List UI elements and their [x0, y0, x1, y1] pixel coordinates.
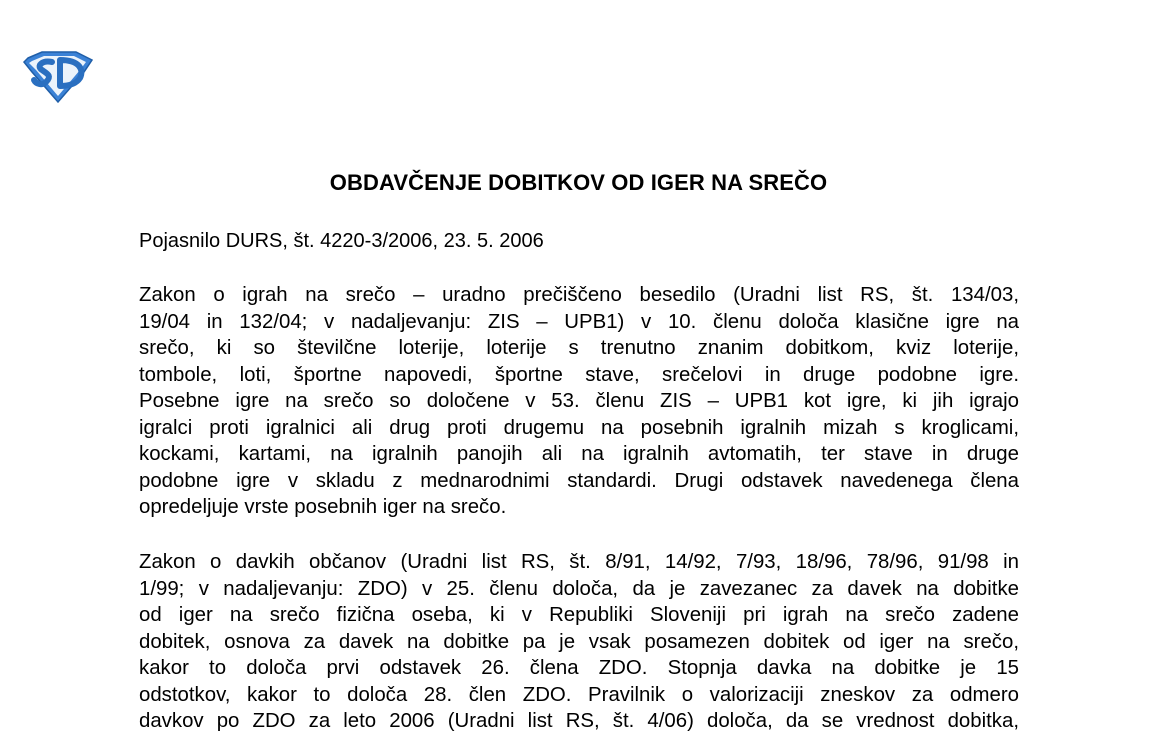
paragraph-line: odstotkov, kakor to določa 28. člen ZDO. Pravilnik o valorizaciji zneskov za odmero — [139, 683, 1019, 706]
paragraph-line: od iger na srečo fizična oseba, ki v Republiki Sloveniji pri igrah na srečo zadene — [139, 604, 1019, 626]
paragraph-line: Zakon o davkih občanov (Uradni list RS, št. 8/91, 14/92, 7/93, 18/96, 78/96, 91/98 in — [139, 551, 1019, 573]
document-reference: Pojasnilo DURS, št. 4220-3/2006, 23. 5. 2006 — [139, 230, 544, 252]
paragraph-zis — [139, 282, 1019, 521]
paragraph-zdo — [139, 549, 1019, 735]
paragraph-line: 19/04 in 132/04; v nadaljevanju: ZIS – UPB1) v 10. členu določa klasične igre na — [139, 310, 1019, 333]
paragraph-line: opredeljuje vrste posebnih iger na srečo. — [139, 496, 507, 518]
paragraph-line: Zakon o igrah na srečo – uradno prečiščeno besedilo (Uradni list RS, št. 134/03, — [139, 284, 1019, 306]
paragraph-line: podobne igre v skladu z mednarodnimi standardi. Drugi odstavek navedenega člena — [139, 469, 1019, 492]
sd-logo-icon — [22, 50, 96, 104]
paragraph-line: Posebne igre na srečo so določene v 53. členu ZIS – UPB1 kot igre, ki jih igrajo — [139, 390, 1019, 412]
paragraph-line: igralci proti igralnici ali drug proti drugemu na posebnih igralnih mizah s kroglicami, — [139, 416, 1019, 439]
paragraph-line: srečo, ki so številčne loterije, loterije s trenutno znanim dobitkom, kviz loterije, — [139, 337, 1019, 359]
document-title: OBDAVČENJE DOBITKOV OD IGER NA SREČO — [329, 170, 828, 195]
paragraph-line: dobitek, osnova za davek na dobitke pa je vsak posamezen dobitek od iger na srečo, — [139, 630, 1019, 653]
paragraph-line: kockami, kartami, na igralnih panojih ali na igralnih avtomatih, ter stave in druge — [139, 443, 1019, 465]
paragraph-line: 1/99; v nadaljevanju: ZDO) v 25. členu določa, da je zavezanec za davek na dobitke — [139, 577, 1019, 600]
paragraph-line: tombole, loti, športne napovedi, športne stave, srečelovi in druge podobne igre. — [139, 363, 1019, 386]
paragraph-line: davkov po ZDO za leto 2006 (Uradni list RS, št. 4/06) določa, da se vrednost dobitka, — [139, 710, 1019, 732]
paragraph-line: kakor to določa prvi odstavek 26. člena ZDO. Stopnja davka na dobitke je 15 — [139, 657, 1019, 679]
